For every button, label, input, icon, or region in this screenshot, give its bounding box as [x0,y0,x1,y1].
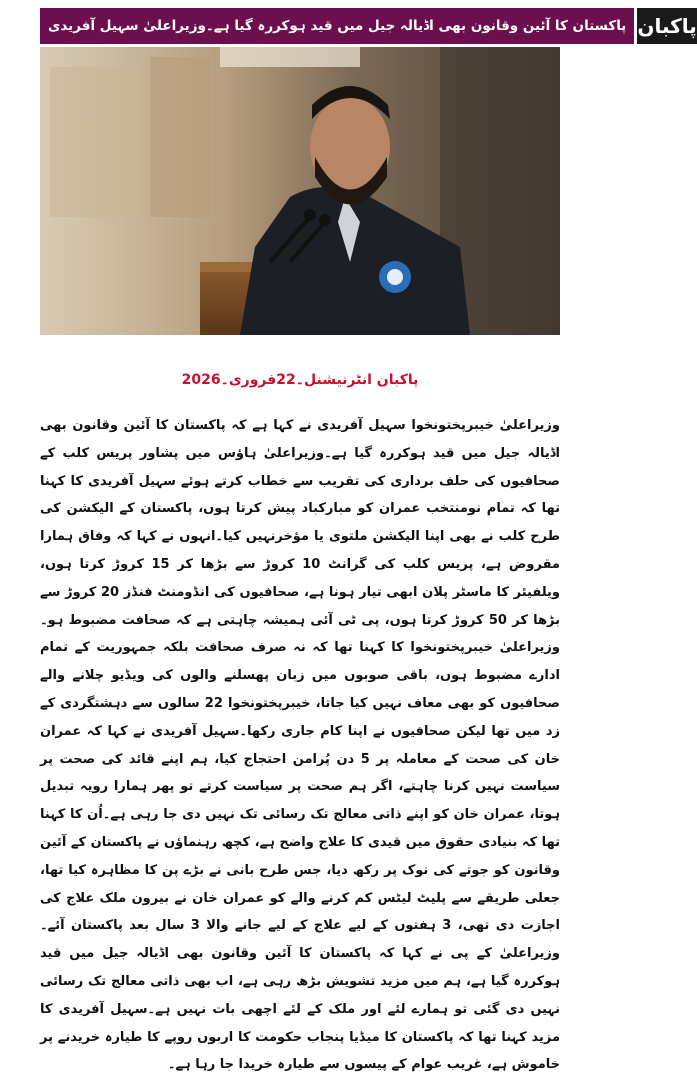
dateline: پاکبان انٹرنیشنل۔22فروری۔2026 [181,372,419,388]
headline-banner: پاکستان کا آئین وقانون بھی اڈیالہ جیل میں قید ہوکررہ گیا ہے۔وزیراعلیٰ سہیل آفریدی [40,8,634,44]
news-header [40,8,697,44]
speaker-photo-illustration [40,47,560,335]
article-body: وزیراعلیٰ خیبرپختونخوا سہیل آفریدی نے کہا ہے کہ پاکستان کا آئین وقانون بھی اڈیالہ جیل میں قید ہوکررہ گیا ہے۔وزیراعلیٰ ہاؤس میں پشاور پریس کلب کے صحافیوں کی حلف برداری کی تقریب سے خطاب کرتے ہوئے سہیل آفریدی کا کہنا تھا کہ تمام نومنتخب عمران کو مبارکباد پیش کرتا ہوں، پاکستان کے الیکشن کی طرح کلب نے بھی اپنا الیکشن ملتوی یا مؤخرنہیں کیا۔انہوں نے کہا کہ وفاق ہمارا مقروض ہے، پریس کلب کی گرانٹ 10 کروڑ سے بڑھا کر 15 کروڑ کرتا ہوں، ویلفیئر کا ماسٹر پلان ابھی تیار ہونا ہے، صحافیوں کی انڈومنٹ فنڈز 20 کروڑ سے بڑھا کر 50 کروڑ کرتا ہوں، پی ٹی آئی ہمیشہ چاہتی ہے کہ صحافت مضبوط ہو۔وزیراعلیٰ خیبرپختونخوا کا کہنا تھا کہ نہ صرف صحافت بلکہ جمہوریت کے تمام ادارے مضبوط ہوں، باقی صوبوں میں زبان پھسلنے والوں کی ویڈیو چلانے والے صحافیوں کو بھی معاف نہیں کیا جاتا، خیبرپختونخوا 22 سالوں سے دہشتگردی کے زد میں تھا لیکن صحافیوں نے اپنا کام جاری رکھا۔سہیل آفریدی نے کہا کہ عمران خان کی صحت کے معاملہ پر 5 دن پُرامن احتجاج کیا، ہم اپنے قائد کی صحت پر سیاست نہیں کرنا چاہتے، اگر ہم صحت پر سیاست کرتے تو پھر ہمارا رویہ تبدیل ہوتا، عمران خان کو اپنے ذاتی معالج تک رسائی تک نہیں دی جا رہی ہے۔اُن کا کہنا تھا کہ بنیادی حقوق میں قیدی کا علاج واضح ہے، کچھ رہنماؤں نے پاکستان کے آئین وقانون کو جوتے کی نوک پر رکھ دیا، جس طرح بانی نے بڑے پن کا مظاہرہ کیا تھا، جعلی طریقے سے پلیٹ لیٹس کم کرنے والے کو عمران خان نے بیرون ملک علاج کی اجازت دی تھی، 3 ہفتوں کے لیے علاج کے لیے جانے والا 3 سال بعد پاکستان آئے۔وزیراعلیٰ کے پی نے کہا کہ پاکستان کا آئین وقانون بھی اڈیالہ جیل میں قید ہوکررہ گیا ہے، ہم میں مزید تشویش بڑھ رہی ہے، اب بھی ذاتی معالج تک رسائی نہیں دی گئی تو ہمارے لئے اور ملک کے لئے اچھی بات نہیں ہے۔سہیل آفریدی کا مزید کہنا تھا کہ پاکستان کا میڈیا پنجاب حکومت کا اربوں روپے کا طیارہ خریدنے پر خاموش ہے، غریب عوام کے پیسوں سے طیارہ خریدا جا رہا ہے۔ [40,418,561,1073]
news-photo [40,47,560,335]
brand-logo[interactable]: پاکبان [634,8,696,44]
